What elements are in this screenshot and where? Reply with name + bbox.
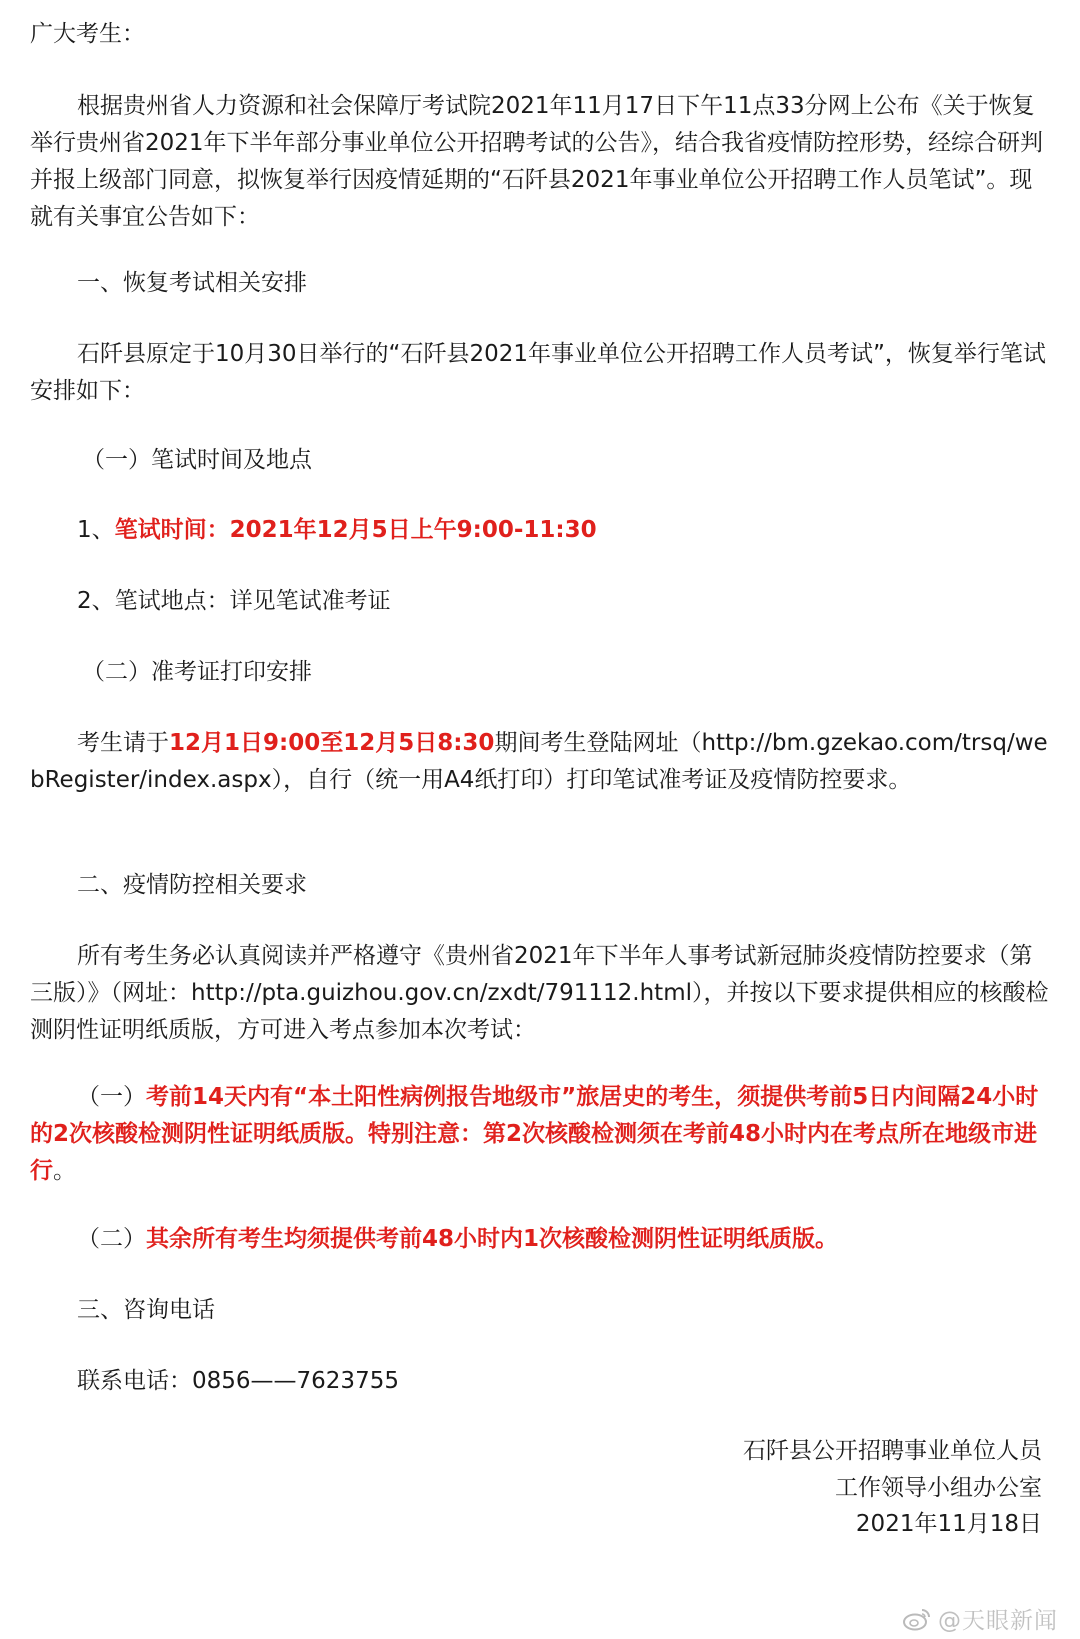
source-watermark <box>902 1602 1058 1635</box>
weibo-icon <box>902 1607 932 1631</box>
signature-date: 2021年11月18日 <box>855 1511 1042 1537</box>
intro-paragraph: 根据贵州省人力资源和社会保障厅考试院2021年11月17日下午11点33分网上公布《关于恢复举行贵州省2021年下半年部分事业单位公开招聘考试的公告》，结合我省疫情防控形势，经综合研判并报上级部门同意，拟恢复举行因疫情延期的“石阡县2021年事业单位公开招聘工作人员笔试”。现就有关事宜公告如下： <box>30 93 1044 230</box>
print-post: 期间考生登陆网址（http://bm.gzekao.com/trsq/webRegister/index.aspx），自行（统一用A4纸打印）打印笔试准考证及疫情防控要求。 <box>30 730 1048 793</box>
exam-location-item: 2、笔试地点：详见笔试准考证 <box>77 588 391 614</box>
print-period: 12月1日9:00至12月5日8:30 <box>169 730 495 756</box>
req1-text: 考前14天内有“本土阳性病例报告地级市”旅居史的考生，须提供考前5日内间隔24小时的2次核酸检测阴性证明纸质版。特别注意：第2次核酸检测须在考前48小时内在考点所在地级市进行 <box>30 1084 1039 1184</box>
requirement-1 <box>30 1079 1050 1190</box>
print-pre: 考生请于 <box>77 730 169 756</box>
watermark-text: @天眼新闻 <box>938 1608 1058 1634</box>
requirement-2 <box>30 1221 1050 1258</box>
signature-org-line1: 石阡县公开招聘事业单位人员 <box>743 1438 1042 1464</box>
exam-time-item <box>30 512 1050 549</box>
exam-time-text: 笔试时间：2021年12月5日上午9:00-11:30 <box>114 517 597 543</box>
section1-body: 石阡县原定于10月30日举行的“石阡县2021年事业单位公开招聘工作人员考试”，恢复举行笔试安排如下： <box>30 341 1046 404</box>
sub1-heading: （一）笔试时间及地点 <box>82 447 312 473</box>
signature-org-line2: 工作领导小组办公室 <box>835 1475 1042 1501</box>
section2-body: 所有考生务必认真阅读并严格遵守《贵州省2021年下半年人事考试新冠肺炎疫情防控要求（第三版）》（网址：http://pta.guizhou.gov.cn/zxdt/791112.html），并按以下要求提供相应的核酸检测阴性证明纸质版，方可进入考点参加本次考试： <box>30 943 1049 1043</box>
req2-text: 其余所有考生均须提供考前48小时内1次核酸检测阴性证明纸质版。 <box>146 1226 839 1252</box>
greeting: 广大考生： <box>30 21 145 47</box>
req1-prefix: （一） <box>77 1084 146 1110</box>
section2-heading: 二、疫情防控相关要求 <box>77 872 307 898</box>
req1-suffix: 。 <box>53 1158 76 1184</box>
contact-phone: 联系电话：0856——7623755 <box>77 1368 399 1394</box>
exam-time-prefix: 1、 <box>77 517 115 543</box>
sub2-heading: （二）准考证打印安排 <box>82 659 312 685</box>
admission-print-paragraph <box>30 725 1050 799</box>
section3-heading: 三、咨询电话 <box>77 1297 215 1323</box>
req2-prefix: （二） <box>77 1226 146 1252</box>
section1-heading: 一、恢复考试相关安排 <box>77 270 307 296</box>
